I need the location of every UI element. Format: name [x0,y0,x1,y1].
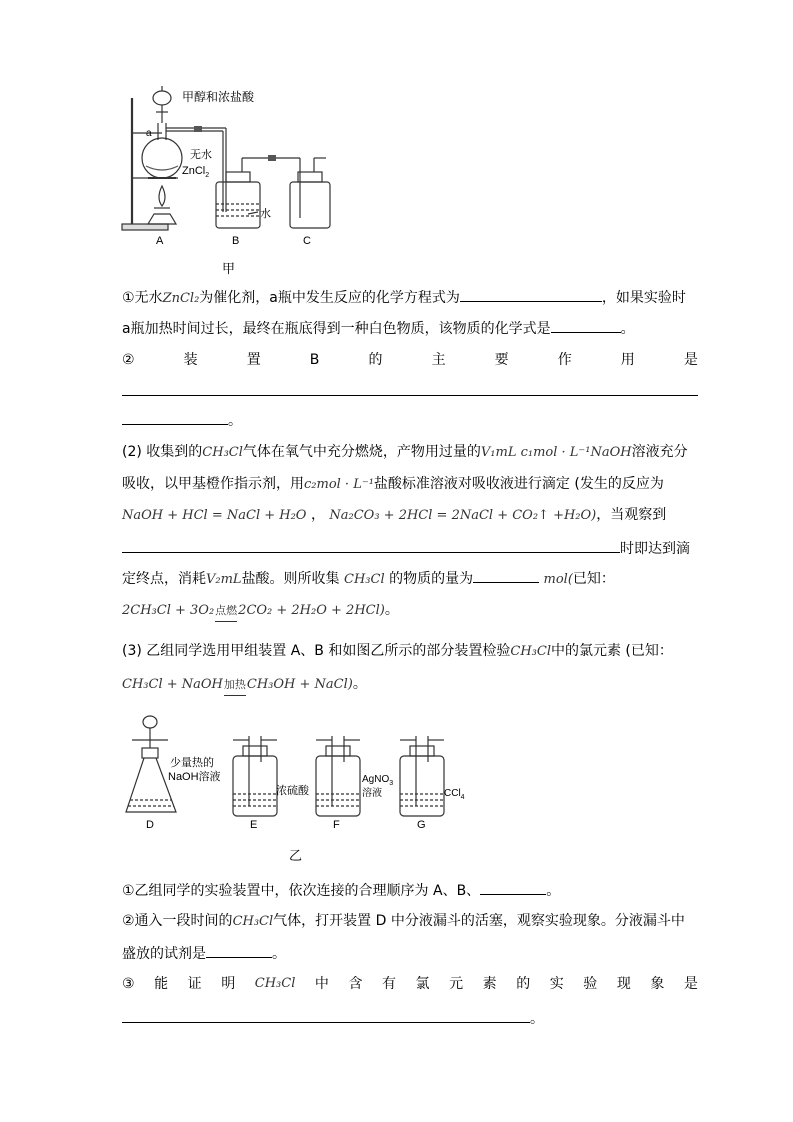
q1-line-4: 。 [122,410,242,431]
answer-blank-endpoint[interactable] [122,538,620,553]
label-F: F [333,819,340,831]
apparatus-figure-yi [118,712,478,834]
answer-blank-b-function-end[interactable] [122,410,228,425]
q2-line-6: 2CH₃Cl + 3O₂点燃2CO₂ + 2H₂O + 2HCl)。 [122,600,399,622]
label-A: A [156,235,164,247]
q1-line-3: ② 装 置 B 的 主 要 作 用 是 [122,352,698,368]
answer-line-b-function[interactable] [122,395,698,396]
q3-part-3: 盛放的试剂是 。 [122,943,286,964]
q1-line-2: a瓶加热时间过长，最终在瓶底得到一种白色物质，该物质的化学式是 。 [122,318,635,339]
q2-line-5: 定终点，消耗V₂mL盐酸。则所收集 CH₃Cl 的物质的量为 mol(已知： [122,568,615,590]
answer-blank-white-substance[interactable] [551,318,621,333]
answer-blank-phenomenon[interactable] [122,1008,530,1023]
label-B: B [232,235,240,247]
label-C: C [303,235,311,247]
label-h2so4: 浓硫酸 [276,785,309,797]
label-D: D [146,819,154,831]
q3-line-2: CH₃Cl + NaOH加热CH₃OH + NaCl)。 [122,674,367,696]
q2-line-4: 时即达到滴 [122,538,690,559]
label-agno3-solution: 溶液 [362,788,382,799]
label-agno3: AgNO$_3$ [362,774,394,787]
label-water: 水 [260,208,271,220]
label-naoh-1: 少量热的 [170,757,214,769]
label-ccl4: CCl$_4$ [444,788,465,801]
answer-blank-moles[interactable] [473,568,539,583]
label-naoh-2: NaOH溶液 [168,771,221,783]
q3-line-1: (3) 乙组同学选用甲组装置 A、B 和如图乙所示的部分装置检验CH₃Cl中的氯元素 (已知： [122,643,673,659]
q3-part-4: ③ 能 证 明 CH₃Cl 中 含 有 氯 元 素 的 实 验 现 象 是 [122,976,698,992]
q3-part-5: 。 [122,1008,544,1029]
q2-line-1: (2) 收集到的CH₃Cl气体在氧气中充分燃烧，产物用过量的V₁mL c₁mol · L⁻¹NaOH溶液充分 [122,444,688,460]
answer-blank-order[interactable] [480,880,546,895]
label-E: E [250,819,258,831]
label-flask-a: a [146,128,152,139]
figure-caption-jia: 甲 [222,262,236,277]
label-anhydrous: 无水 [190,149,212,161]
label-zncl2: ZnCl$_2$ [182,165,210,179]
q2-line-3: NaOH + HCl = NaCl + H₂O ， Na₂CO₃ + 2HCl = 2NaCl + CO₂↑ +H₂O)，当观察到 [122,507,667,523]
label-G: G [417,819,426,831]
q3-part-2: ②通入一段时间的CH₃Cl气体，打开装置 D 中分液漏斗的活塞，观察实验现象。分液漏斗中 [122,913,685,929]
answer-blank-reagent[interactable] [206,943,272,958]
q1-line-1: ①无水ZnCl₂为催化剂，a瓶中发生反应的化学方程式为 ，如果实验时 [122,287,686,309]
label-reagent: 甲醇和浓盐酸 [182,90,255,104]
figure-caption-yi: 乙 [289,849,303,864]
q3-part-1: ①乙组同学的实验装置中，依次连接的合理顺序为 A、B、 。 [122,880,560,901]
q2-line-2: 吸收，以甲基橙作指示剂，用c₂mol · L⁻¹盐酸标准溶液对吸收液进行滴定 (发生的反应为 [122,476,664,492]
answer-blank-equation[interactable] [460,287,602,302]
